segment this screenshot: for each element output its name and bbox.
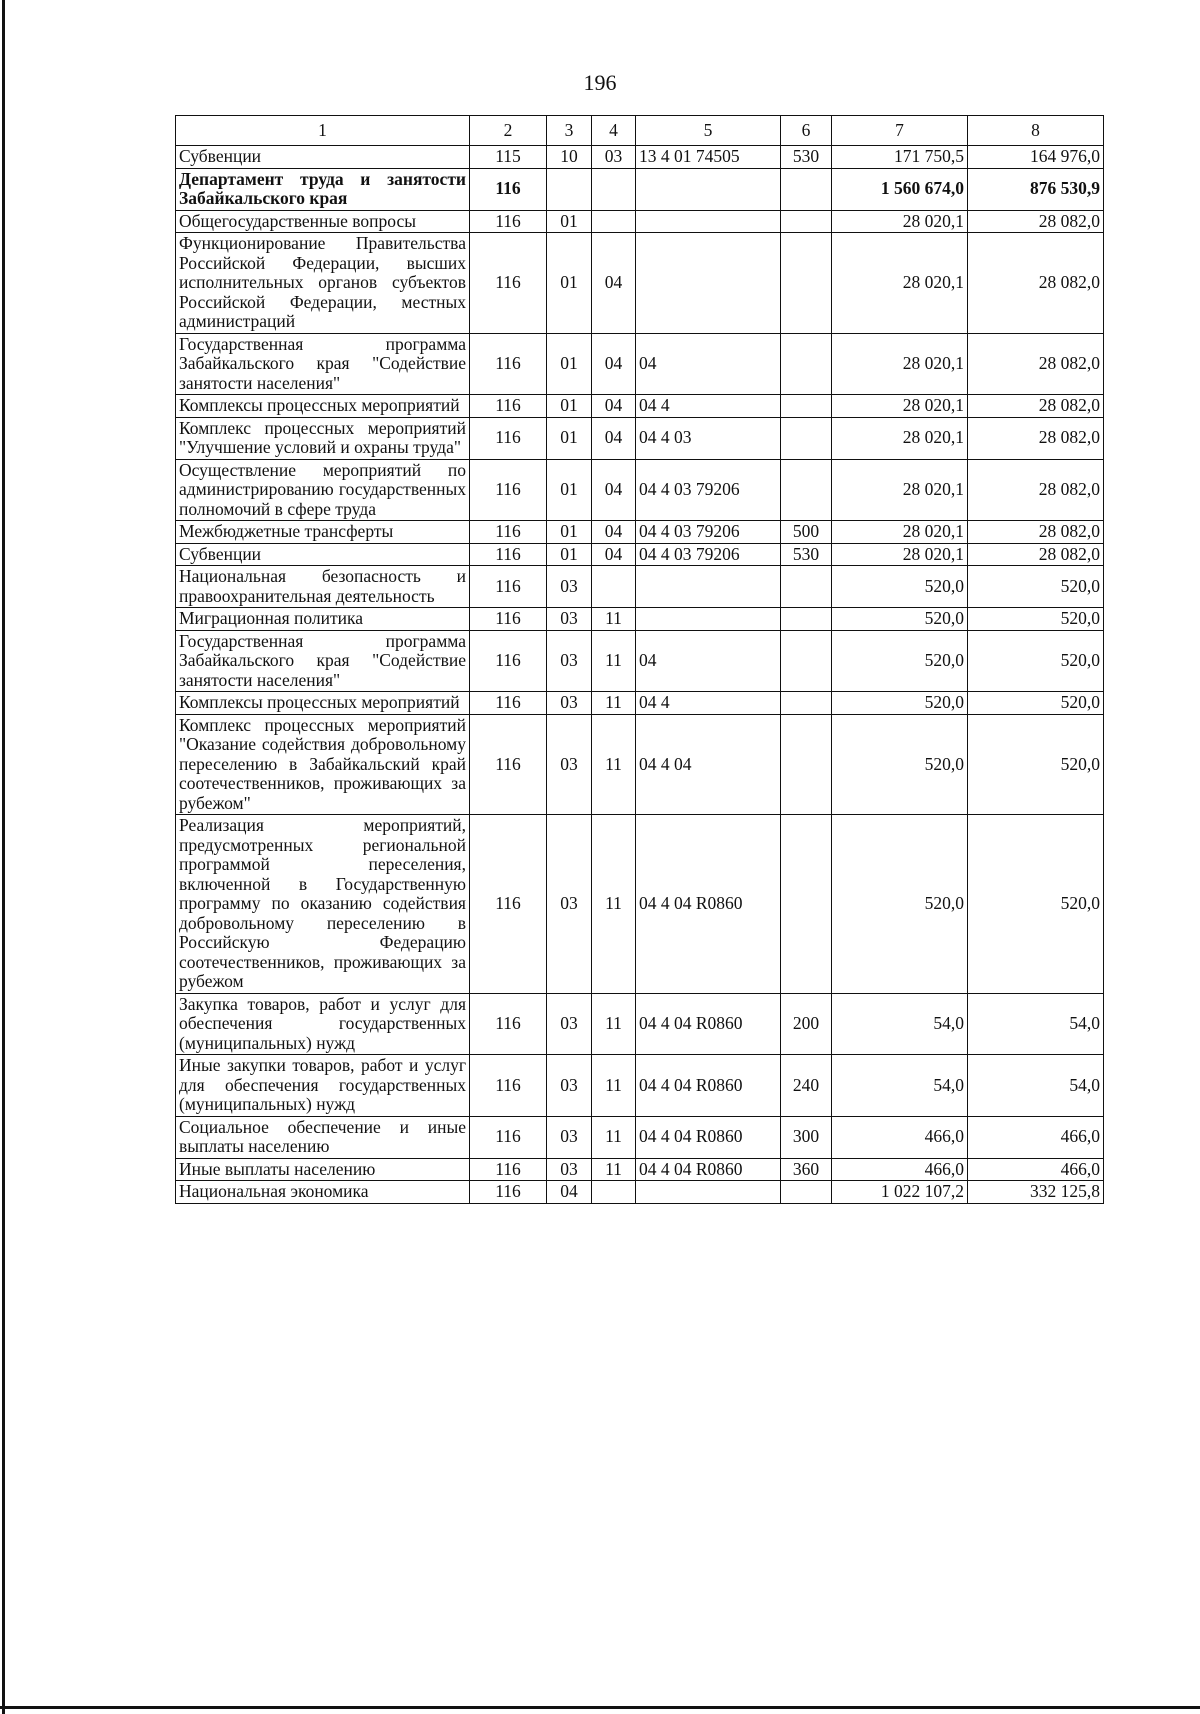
table-header-row xyxy=(176,116,1104,146)
subsection-code-cell: 11 xyxy=(592,714,636,815)
ministry-code-cell: 116 xyxy=(470,1181,547,1204)
section-code-cell: 03 xyxy=(547,1158,592,1181)
table-row xyxy=(176,146,1104,169)
amount-year2-cell: 520,0 xyxy=(968,608,1104,631)
amount-year1-cell: 520,0 xyxy=(832,692,968,715)
table-row xyxy=(176,566,1104,608)
table-body xyxy=(176,146,1104,1204)
section-code-cell: 04 xyxy=(547,1181,592,1204)
ministry-code-cell: 116 xyxy=(470,395,547,418)
scan-left-edge xyxy=(2,0,5,1714)
amount-year2-cell: 28 082,0 xyxy=(968,333,1104,395)
amount-year2-cell: 520,0 xyxy=(968,566,1104,608)
item-name-cell: Комплексы процессных мероприятий xyxy=(176,395,470,418)
expense-type-cell xyxy=(781,630,832,692)
target-article-cell: 04 4 03 xyxy=(636,417,781,459)
item-name-cell: Иные выплаты населению xyxy=(176,1158,470,1181)
table-row xyxy=(176,714,1104,815)
amount-year2-cell: 28 082,0 xyxy=(968,521,1104,544)
ministry-code-cell: 116 xyxy=(470,566,547,608)
column-header: 4 xyxy=(592,116,636,146)
section-code-cell: 03 xyxy=(547,1116,592,1158)
target-article-cell: 04 4 04 R0860 xyxy=(636,1158,781,1181)
subsection-code-cell: 11 xyxy=(592,993,636,1055)
target-article-cell: 04 4 03 79206 xyxy=(636,459,781,521)
expense-type-cell xyxy=(781,417,832,459)
expense-type-cell xyxy=(781,714,832,815)
amount-year1-cell: 520,0 xyxy=(832,714,968,815)
table-row xyxy=(176,815,1104,994)
ministry-code-cell: 116 xyxy=(470,333,547,395)
target-article-cell: 04 xyxy=(636,333,781,395)
amount-year1-cell: 520,0 xyxy=(832,566,968,608)
table-row xyxy=(176,608,1104,631)
column-header: 3 xyxy=(547,116,592,146)
table-row xyxy=(176,333,1104,395)
section-code-cell: 01 xyxy=(547,521,592,544)
table-row xyxy=(176,459,1104,521)
ministry-code-cell: 116 xyxy=(470,608,547,631)
item-name-cell: Миграционная политика xyxy=(176,608,470,631)
item-name-cell: Реализация мероприятий, предусмотренных региональной программой переселения, включенной в Государственную программу по оказанию содействия добровольному переселению в Российскую Федерацию соотечественников, проживающих за рубежом xyxy=(176,815,470,994)
expense-type-cell: 240 xyxy=(781,1055,832,1117)
section-code-cell: 03 xyxy=(547,630,592,692)
column-header: 7 xyxy=(832,116,968,146)
amount-year1-cell: 28 020,1 xyxy=(832,459,968,521)
table-row xyxy=(176,692,1104,715)
target-article-cell xyxy=(636,608,781,631)
table-row xyxy=(176,210,1104,233)
subsection-code-cell: 11 xyxy=(592,1158,636,1181)
expense-type-cell: 360 xyxy=(781,1158,832,1181)
section-code-cell: 01 xyxy=(547,395,592,418)
ministry-code-cell: 116 xyxy=(470,692,547,715)
subsection-code-cell: 04 xyxy=(592,417,636,459)
subsection-code-cell: 11 xyxy=(592,815,636,994)
budget-table xyxy=(175,115,1104,1204)
item-name-cell: Осуществление мероприятий по администрированию государственных полномочий в сфере труда xyxy=(176,459,470,521)
section-code-cell: 03 xyxy=(547,714,592,815)
target-article-cell: 04 4 04 R0860 xyxy=(636,815,781,994)
amount-year2-cell: 520,0 xyxy=(968,692,1104,715)
subsection-code-cell: 04 xyxy=(592,233,636,334)
ministry-code-cell: 116 xyxy=(470,630,547,692)
amount-year2-cell: 54,0 xyxy=(968,1055,1104,1117)
amount-year2-cell: 466,0 xyxy=(968,1116,1104,1158)
subsection-code-cell xyxy=(592,1181,636,1204)
subsection-code-cell: 11 xyxy=(592,608,636,631)
item-name-cell: Комплекс процессных мероприятий "Улучшение условий и охраны труда" xyxy=(176,417,470,459)
ministry-code-cell: 116 xyxy=(470,1158,547,1181)
table-row xyxy=(176,521,1104,544)
table-row xyxy=(176,1116,1104,1158)
amount-year2-cell: 28 082,0 xyxy=(968,459,1104,521)
section-code-cell: 03 xyxy=(547,608,592,631)
page-number: 196 xyxy=(583,70,617,95)
ministry-code-cell: 116 xyxy=(470,714,547,815)
amount-year1-cell: 28 020,1 xyxy=(832,417,968,459)
section-code-cell: 03 xyxy=(547,566,592,608)
amount-year2-cell: 332 125,8 xyxy=(968,1181,1104,1204)
table-row xyxy=(176,993,1104,1055)
item-name-cell: Национальная безопасность и правоохранительная деятельность xyxy=(176,566,470,608)
item-name-cell: Комплекс процессных мероприятий "Оказание содействия добровольному переселению в Забайкальский край соотечественников, проживающих за рубежом" xyxy=(176,714,470,815)
amount-year2-cell: 466,0 xyxy=(968,1158,1104,1181)
item-name-cell: Межбюджетные трансферты xyxy=(176,521,470,544)
table-row xyxy=(176,417,1104,459)
ministry-code-cell: 115 xyxy=(470,146,547,169)
target-article-cell: 04 4 03 79206 xyxy=(636,543,781,566)
amount-year2-cell: 164 976,0 xyxy=(968,146,1104,169)
subsection-code-cell: 11 xyxy=(592,1116,636,1158)
section-code-cell xyxy=(547,168,592,210)
amount-year2-cell: 28 082,0 xyxy=(968,395,1104,418)
section-code-cell: 03 xyxy=(547,815,592,994)
target-article-cell: 04 4 04 R0860 xyxy=(636,1055,781,1117)
section-code-cell: 01 xyxy=(547,210,592,233)
subsection-code-cell xyxy=(592,168,636,210)
item-name-cell: Комплексы процессных мероприятий xyxy=(176,692,470,715)
amount-year1-cell: 466,0 xyxy=(832,1116,968,1158)
amount-year1-cell: 54,0 xyxy=(832,1055,968,1117)
subsection-code-cell: 11 xyxy=(592,630,636,692)
table-row xyxy=(176,395,1104,418)
column-header: 6 xyxy=(781,116,832,146)
subsection-code-cell: 04 xyxy=(592,459,636,521)
target-article-cell: 04 4 xyxy=(636,692,781,715)
table-row xyxy=(176,168,1104,210)
item-name-cell: Социальное обеспечение и иные выплаты населению xyxy=(176,1116,470,1158)
item-name-cell: Иные закупки товаров, работ и услуг для обеспечения государственных (муниципальных) нужд xyxy=(176,1055,470,1117)
section-code-cell: 01 xyxy=(547,417,592,459)
section-code-cell: 01 xyxy=(547,543,592,566)
expense-type-cell xyxy=(781,233,832,334)
target-article-cell xyxy=(636,1181,781,1204)
subsection-code-cell: 11 xyxy=(592,692,636,715)
amount-year1-cell: 1 560 674,0 xyxy=(832,168,968,210)
amount-year2-cell: 520,0 xyxy=(968,714,1104,815)
expense-type-cell xyxy=(781,333,832,395)
target-article-cell xyxy=(636,168,781,210)
amount-year1-cell: 28 020,1 xyxy=(832,395,968,418)
subsection-code-cell: 11 xyxy=(592,1055,636,1117)
column-header: 2 xyxy=(470,116,547,146)
target-article-cell: 04 xyxy=(636,630,781,692)
amount-year2-cell: 520,0 xyxy=(968,815,1104,994)
ministry-code-cell: 116 xyxy=(470,417,547,459)
ministry-code-cell: 116 xyxy=(470,815,547,994)
section-code-cell: 10 xyxy=(547,146,592,169)
amount-year2-cell: 520,0 xyxy=(968,630,1104,692)
subsection-code-cell xyxy=(592,566,636,608)
section-code-cell: 03 xyxy=(547,1055,592,1117)
subsection-code-cell: 04 xyxy=(592,395,636,418)
subsection-code-cell: 04 xyxy=(592,521,636,544)
amount-year1-cell: 54,0 xyxy=(832,993,968,1055)
amount-year1-cell: 28 020,1 xyxy=(832,543,968,566)
amount-year1-cell: 520,0 xyxy=(832,608,968,631)
item-name-cell: Субвенции xyxy=(176,146,470,169)
expense-type-cell: 200 xyxy=(781,993,832,1055)
amount-year1-cell: 520,0 xyxy=(832,815,968,994)
amount-year2-cell: 54,0 xyxy=(968,993,1104,1055)
expense-type-cell xyxy=(781,692,832,715)
subsection-code-cell: 04 xyxy=(592,333,636,395)
amount-year1-cell: 28 020,1 xyxy=(832,333,968,395)
item-name-cell: Государственная программа Забайкальского края "Содействие занятости населения" xyxy=(176,630,470,692)
subsection-code-cell: 04 xyxy=(592,543,636,566)
expense-type-cell: 500 xyxy=(781,521,832,544)
expense-type-cell: 530 xyxy=(781,543,832,566)
amount-year1-cell: 1 022 107,2 xyxy=(832,1181,968,1204)
column-header: 1 xyxy=(176,116,470,146)
table-row xyxy=(176,630,1104,692)
expense-type-cell xyxy=(781,1181,832,1204)
target-article-cell xyxy=(636,210,781,233)
amount-year1-cell: 171 750,5 xyxy=(832,146,968,169)
target-article-cell: 04 4 04 xyxy=(636,714,781,815)
expense-type-cell xyxy=(781,168,832,210)
target-article-cell xyxy=(636,566,781,608)
ministry-code-cell: 116 xyxy=(470,168,547,210)
column-header: 8 xyxy=(968,116,1104,146)
ministry-code-cell: 116 xyxy=(470,1055,547,1117)
target-article-cell: 04 4 xyxy=(636,395,781,418)
amount-year1-cell: 28 020,1 xyxy=(832,521,968,544)
amount-year2-cell: 28 082,0 xyxy=(968,543,1104,566)
ministry-code-cell: 116 xyxy=(470,459,547,521)
amount-year1-cell: 520,0 xyxy=(832,630,968,692)
expense-type-cell: 530 xyxy=(781,146,832,169)
target-article-cell: 13 4 01 74505 xyxy=(636,146,781,169)
expense-type-cell xyxy=(781,608,832,631)
item-name-cell: Национальная экономика xyxy=(176,1181,470,1204)
ministry-code-cell: 116 xyxy=(470,993,547,1055)
amount-year1-cell: 466,0 xyxy=(832,1158,968,1181)
amount-year2-cell: 28 082,0 xyxy=(968,417,1104,459)
amount-year2-cell: 28 082,0 xyxy=(968,210,1104,233)
item-name-cell: Функционирование Правительства Российской Федерации, высших исполнительных органов субъектов Российской Федерации, местных администраций xyxy=(176,233,470,334)
column-header: 5 xyxy=(636,116,781,146)
ministry-code-cell: 116 xyxy=(470,1116,547,1158)
table-row xyxy=(176,543,1104,566)
item-name-cell: Общегосударственные вопросы xyxy=(176,210,470,233)
section-code-cell: 01 xyxy=(547,459,592,521)
section-code-cell: 03 xyxy=(547,692,592,715)
ministry-code-cell: 116 xyxy=(470,521,547,544)
expense-type-cell xyxy=(781,459,832,521)
table-row xyxy=(176,1158,1104,1181)
table-row xyxy=(176,1055,1104,1117)
item-name-cell: Субвенции xyxy=(176,543,470,566)
subsection-code-cell xyxy=(592,210,636,233)
ministry-code-cell: 116 xyxy=(470,233,547,334)
expense-type-cell: 300 xyxy=(781,1116,832,1158)
expense-type-cell xyxy=(781,210,832,233)
section-code-cell: 01 xyxy=(547,333,592,395)
ministry-code-cell: 116 xyxy=(470,210,547,233)
ministry-code-cell: 116 xyxy=(470,543,547,566)
scan-bottom-edge xyxy=(0,1706,1200,1709)
amount-year2-cell: 28 082,0 xyxy=(968,233,1104,334)
amount-year1-cell: 28 020,1 xyxy=(832,233,968,334)
target-article-cell: 04 4 04 R0860 xyxy=(636,993,781,1055)
item-name-cell: Департамент труда и занятости Забайкальского края xyxy=(176,168,470,210)
expense-type-cell xyxy=(781,566,832,608)
target-article-cell: 04 4 04 R0860 xyxy=(636,1116,781,1158)
subsection-code-cell: 03 xyxy=(592,146,636,169)
table-row xyxy=(176,1181,1104,1204)
expense-type-cell xyxy=(781,395,832,418)
table-row xyxy=(176,233,1104,334)
expense-type-cell xyxy=(781,815,832,994)
section-code-cell: 03 xyxy=(547,993,592,1055)
target-article-cell: 04 4 03 79206 xyxy=(636,521,781,544)
amount-year2-cell: 876 530,9 xyxy=(968,168,1104,210)
amount-year1-cell: 28 020,1 xyxy=(832,210,968,233)
section-code-cell: 01 xyxy=(547,233,592,334)
item-name-cell: Закупка товаров, работ и услуг для обеспечения государственных (муниципальных) нужд xyxy=(176,993,470,1055)
item-name-cell: Государственная программа Забайкальского края "Содействие занятости населения" xyxy=(176,333,470,395)
target-article-cell xyxy=(636,233,781,334)
